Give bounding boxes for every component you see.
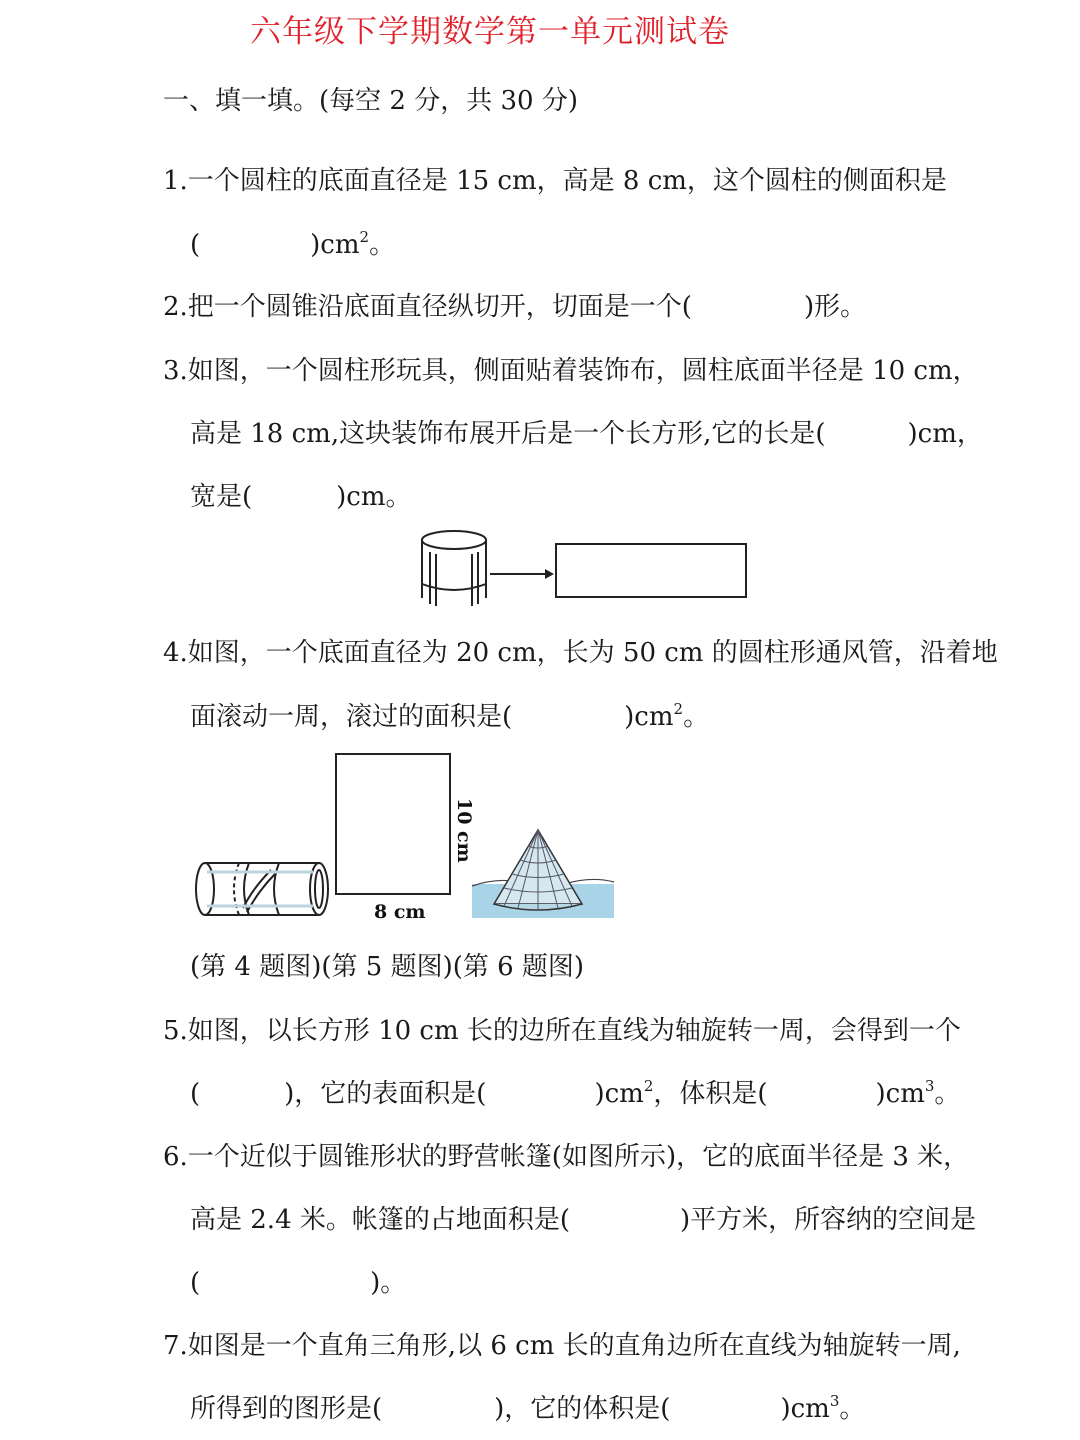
question-7-line-1: 7.如图是一个直角三角形,以 6 cm 长的直角边所在直线为轴旋转一周, <box>163 1331 961 1361</box>
question-5-text: ，体积是( <box>653 1079 768 1109</box>
figure-cylinder-unrolled <box>418 528 758 610</box>
blank-open: ( <box>190 1079 201 1109</box>
question-5-line-2 <box>190 1073 960 1110</box>
question-6-line-3 <box>190 1262 406 1299</box>
unrolled-rectangle <box>556 544 746 597</box>
punctuation: 。 <box>683 702 710 732</box>
figure-tent <box>472 826 616 920</box>
section-heading: 一、填一填。(每空 2 分，共 30 分) <box>163 86 578 116</box>
superscript: 3 <box>829 1392 840 1410</box>
blank-close: )cm <box>594 1079 644 1109</box>
arrow-head-icon <box>545 569 554 579</box>
blank-close: )cm <box>875 1079 925 1109</box>
superscript: 3 <box>924 1077 935 1095</box>
question-2-text: 2.把一个圆锥沿底面直径纵切开，切面是一个( <box>163 292 692 322</box>
question-4-line-2 <box>190 696 709 733</box>
blank-close: )cm <box>624 702 674 732</box>
blank-open: ( <box>190 1268 201 1298</box>
question-4-line-1: 4.如图，一个底面直径为 20 cm，长为 50 cm 的圆柱形通风管，沿着地 <box>163 638 998 668</box>
figure-captions: (第 4 题图)(第 5 题图)(第 6 题图) <box>190 952 585 982</box>
question-6-text: 高是 2.4 米。帐篷的占地面积是( <box>190 1205 571 1235</box>
question-3-text: 高是 18 cm,这块装饰布展开后是一个长方形,它的长是( <box>190 419 826 449</box>
question-2 <box>163 286 866 323</box>
punctuation: 。 <box>934 1079 961 1109</box>
question-3-text: 宽是( <box>190 482 253 512</box>
rotation-rectangle <box>336 754 450 894</box>
question-7-text: 所得到的图形是( <box>190 1394 383 1424</box>
question-6-line-2 <box>190 1199 976 1236</box>
question-3-line-2 <box>190 413 983 450</box>
figure-pipe <box>193 858 333 920</box>
question-7-text: )，它的体积是( <box>494 1394 671 1424</box>
question-1-line-2 <box>190 224 395 261</box>
question-1-line-1: 1.一个圆柱的底面直径是 15 cm，高是 8 cm，这个圆柱的侧面积是 <box>163 166 947 196</box>
blank-close: )cm。 <box>336 482 412 512</box>
punctuation: 。 <box>839 1394 866 1424</box>
superscript: 2 <box>359 228 370 246</box>
superscript: 2 <box>673 700 684 718</box>
question-4-text: 面滚动一周，滚过的面积是( <box>190 702 513 732</box>
question-7-line-2 <box>190 1388 865 1425</box>
superscript: 2 <box>643 1077 654 1095</box>
height-label: 10 cm <box>453 798 475 863</box>
page-title: 六年级下学期数学第一单元测试卷 <box>250 14 730 50</box>
question-5-line-1: 5.如图，以长方形 10 cm 长的边所在直线为轴旋转一周，会得到一个 <box>163 1016 961 1046</box>
cylinder-top <box>422 531 486 549</box>
blank-close: )形。 <box>803 292 867 322</box>
blank-open: ( <box>190 230 201 260</box>
question-6-text: )平方米，所容纳的空间是 <box>680 1205 977 1235</box>
punctuation: 。 <box>369 230 396 260</box>
question-6-line-1: 6.一个近似于圆锥形状的野营帐篷(如图所示)，它的底面半径是 3 米， <box>163 1142 970 1172</box>
blank-close: )cm <box>780 1394 830 1424</box>
figure-rectangle <box>334 752 484 927</box>
question-3-line-3 <box>190 476 412 513</box>
width-label: 8 cm <box>374 901 426 923</box>
blank-close: )cm， <box>907 419 983 449</box>
blank-close: )。 <box>370 1268 407 1298</box>
question-3-line-1: 3.如图，一个圆柱形玩具，侧面贴着装饰布，圆柱底面半径是 10 cm， <box>163 356 979 386</box>
blank-close: )cm <box>310 230 360 260</box>
question-5-text: )，它的表面积是( <box>284 1079 487 1109</box>
